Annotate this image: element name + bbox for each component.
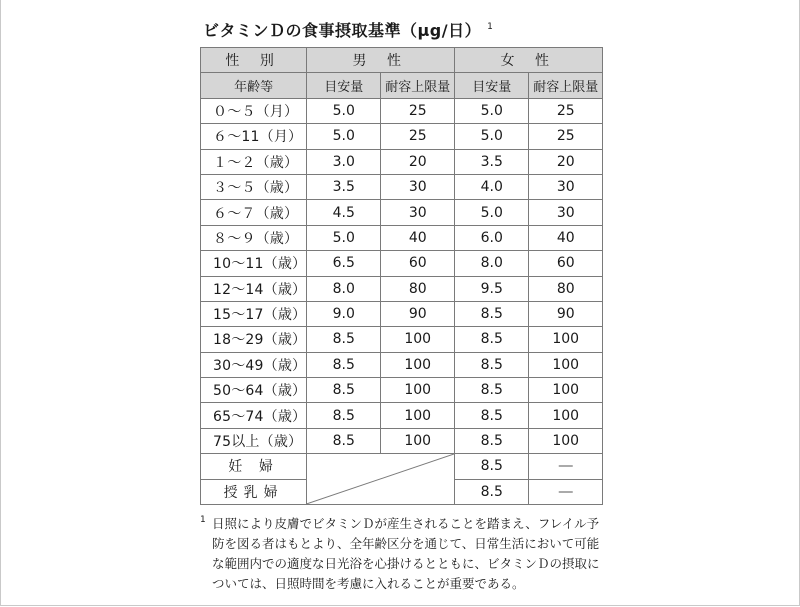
table-row — [201, 403, 603, 428]
female-adequate-intake-cell: 8.5 — [455, 327, 529, 352]
age-group-cell: 50～64（歳） — [201, 378, 307, 403]
table-row — [201, 174, 603, 199]
male-adequate-intake-cell: 3.5 — [307, 174, 381, 199]
table-row — [201, 225, 603, 250]
male-upper-limit-cell: 100 — [381, 428, 455, 453]
table-row — [201, 352, 603, 377]
age-group-cell: 12～14（歳） — [201, 276, 307, 301]
male-adequate-intake-cell: 4.5 — [307, 200, 381, 225]
title-text: ビタミンＤの食事摂取基準（μg/日） — [203, 21, 482, 40]
table-row — [201, 149, 603, 174]
age-group-cell: 15～17（歳） — [201, 301, 307, 326]
table-row — [201, 124, 603, 149]
table-row — [201, 251, 603, 276]
header-male-adequate-intake: 目安量 — [307, 73, 381, 98]
table-row-special — [201, 454, 603, 479]
header-sex: 性 別 — [201, 48, 307, 73]
male-adequate-intake-cell: 8.5 — [307, 378, 381, 403]
age-group-cell: 65～74（歳） — [201, 403, 307, 428]
male-upper-limit-cell: 25 — [381, 98, 455, 123]
female-upper-limit-cell: 100 — [529, 403, 603, 428]
female-upper-limit-cell: 100 — [529, 352, 603, 377]
female-adequate-intake-cell: 3.5 — [455, 149, 529, 174]
age-group-cell: ８～９（歳） — [201, 225, 307, 250]
female-upper-limit-cell: 30 — [529, 200, 603, 225]
footnote — [200, 514, 605, 594]
header-male-upper-limit: 耐容上限量 — [381, 73, 455, 98]
male-upper-limit-cell: 60 — [381, 251, 455, 276]
female-adequate-intake-cell: 8.0 — [455, 251, 529, 276]
male-upper-limit-cell: 100 — [381, 352, 455, 377]
title-footnote-mark: 1 — [487, 22, 494, 32]
male-not-applicable-cell — [307, 454, 455, 505]
header-male: 男 性 — [307, 48, 455, 73]
male-upper-limit-cell: 100 — [381, 403, 455, 428]
female-upper-limit-cell: 90 — [529, 301, 603, 326]
special-group-cell: 妊 婦 — [201, 454, 307, 479]
male-adequate-intake-cell: 5.0 — [307, 124, 381, 149]
header-female: 女 性 — [455, 48, 603, 73]
male-adequate-intake-cell: 5.0 — [307, 225, 381, 250]
header-row-metrics — [201, 73, 603, 98]
age-group-cell: １～２（歳） — [201, 149, 307, 174]
table-body — [201, 98, 603, 504]
vitamin-d-intake-table — [200, 47, 603, 505]
male-adequate-intake-cell: 8.5 — [307, 428, 381, 453]
female-adequate-intake-cell: 4.0 — [455, 174, 529, 199]
male-upper-limit-cell: 80 — [381, 276, 455, 301]
female-adequate-intake-cell: 8.5 — [455, 378, 529, 403]
age-group-cell: 18～29（歳） — [201, 327, 307, 352]
male-upper-limit-cell: 90 — [381, 301, 455, 326]
male-adequate-intake-cell: 8.5 — [307, 352, 381, 377]
special-group-cell: 授乳婦 — [201, 479, 307, 504]
footnote-mark: 1 — [200, 515, 206, 525]
female-adequate-intake-cell: 8.5 — [455, 301, 529, 326]
female-upper-limit-cell: ― — [529, 454, 603, 479]
female-upper-limit-cell: 30 — [529, 174, 603, 199]
table-row — [201, 276, 603, 301]
diagonal-line — [307, 454, 454, 504]
female-upper-limit-cell: 20 — [529, 149, 603, 174]
age-group-cell: ６～７（歳） — [201, 200, 307, 225]
male-upper-limit-cell: 40 — [381, 225, 455, 250]
female-upper-limit-cell: 100 — [529, 378, 603, 403]
age-group-cell: 30～49（歳） — [201, 352, 307, 377]
female-upper-limit-cell: 100 — [529, 327, 603, 352]
female-adequate-intake-cell: 8.5 — [455, 479, 529, 504]
header-female-upper-limit: 耐容上限量 — [529, 73, 603, 98]
table-row — [201, 327, 603, 352]
female-adequate-intake-cell: 8.5 — [455, 352, 529, 377]
male-upper-limit-cell: 30 — [381, 200, 455, 225]
female-adequate-intake-cell: 8.5 — [455, 428, 529, 453]
male-upper-limit-cell: 100 — [381, 378, 455, 403]
male-adequate-intake-cell: 8.0 — [307, 276, 381, 301]
female-upper-limit-cell: 80 — [529, 276, 603, 301]
age-group-cell: ０～５（月） — [201, 98, 307, 123]
male-adequate-intake-cell: 8.5 — [307, 327, 381, 352]
female-adequate-intake-cell: 5.0 — [455, 98, 529, 123]
female-upper-limit-cell: 25 — [529, 124, 603, 149]
female-adequate-intake-cell: 8.5 — [455, 403, 529, 428]
table-row — [201, 200, 603, 225]
table-title — [203, 18, 493, 41]
table-row — [201, 428, 603, 453]
female-adequate-intake-cell: 5.0 — [455, 200, 529, 225]
age-group-cell: ３～５（歳） — [201, 174, 307, 199]
age-group-cell: 75以上（歳） — [201, 428, 307, 453]
male-adequate-intake-cell: 8.5 — [307, 403, 381, 428]
male-adequate-intake-cell: 5.0 — [307, 98, 381, 123]
female-upper-limit-cell: 100 — [529, 428, 603, 453]
female-adequate-intake-cell: 6.0 — [455, 225, 529, 250]
female-upper-limit-cell: ― — [529, 479, 603, 504]
header-row-sex — [201, 48, 603, 73]
male-adequate-intake-cell: 6.5 — [307, 251, 381, 276]
male-adequate-intake-cell: 3.0 — [307, 149, 381, 174]
header-age: 年齢等 — [201, 73, 307, 98]
table-row — [201, 301, 603, 326]
table-row — [201, 98, 603, 123]
female-upper-limit-cell: 25 — [529, 98, 603, 123]
male-upper-limit-cell: 30 — [381, 174, 455, 199]
male-upper-limit-cell: 20 — [381, 149, 455, 174]
table-row — [201, 378, 603, 403]
female-upper-limit-cell: 60 — [529, 251, 603, 276]
male-adequate-intake-cell: 9.0 — [307, 301, 381, 326]
age-group-cell: ６～11（月） — [201, 124, 307, 149]
male-upper-limit-cell: 25 — [381, 124, 455, 149]
footnote-text: 日照により皮膚でビタミンＤが産生されることを踏まえ、フレイル予防を図る者はもとより、全年齢区分を通じて、日常生活において可能な範囲内での適度な日光浴を心掛けるとともに、ビタミンＤの摂取については、日照時間を考慮に入れることが重要である。 — [212, 516, 600, 591]
female-adequate-intake-cell: 9.5 — [455, 276, 529, 301]
female-adequate-intake-cell: 8.5 — [455, 454, 529, 479]
female-adequate-intake-cell: 5.0 — [455, 124, 529, 149]
age-group-cell: 10～11（歳） — [201, 251, 307, 276]
female-upper-limit-cell: 40 — [529, 225, 603, 250]
header-female-adequate-intake: 目安量 — [455, 73, 529, 98]
male-upper-limit-cell: 100 — [381, 327, 455, 352]
